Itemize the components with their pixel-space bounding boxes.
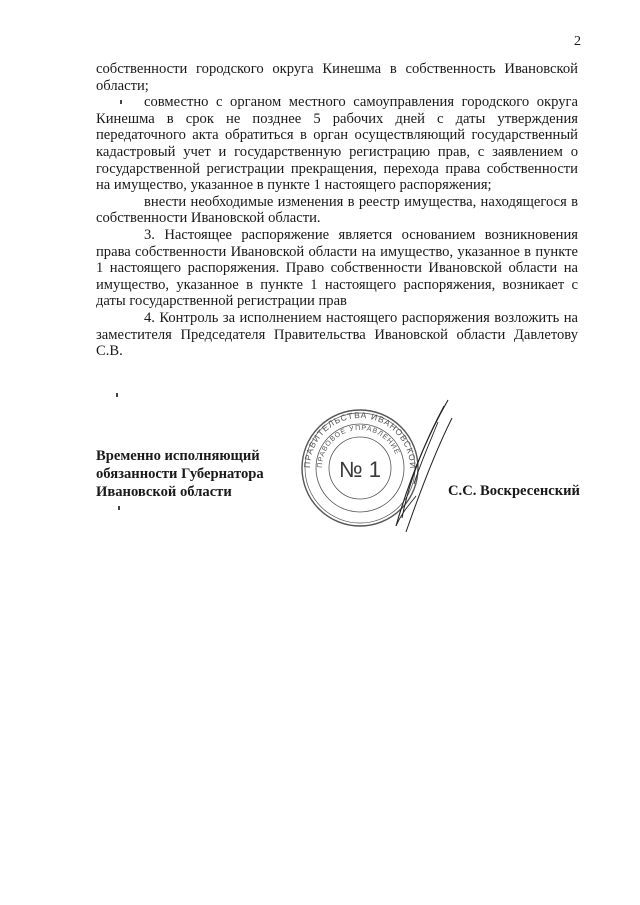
paragraph-item-3: 3. Настоящее распоряжение является основанием возникновения права собственности Ивановской области на имущество, указанное в пункте 1 настоящего распоряжения. Право собственности Ивановской области на имущество, указанное в пункте 1 настоящего распоряжения, возникает с даты государственной регистрации прав	[96, 226, 578, 310]
signatory-title-line: обязанности Губернатора	[96, 466, 264, 482]
seal-number: № 1	[339, 457, 381, 482]
paragraph-subitem-registry: внести необходимые изменения в реестр имущества, находящегося в собственности Ивановской области.	[96, 193, 578, 227]
signatory-title-line: Временно исполняющий	[96, 448, 260, 464]
document-body	[96, 61, 578, 360]
seal-inner-text: ПРАВОВОЕ УПРАВЛЕНИЕ	[316, 424, 401, 469]
paragraph-subitem-registration: совместно с органом местного самоуправления городского округа Кинешма в срок не позднее 5 рабочих дней с даты утверждения передаточного акта обратиться в орган осуществляющий государственный кадастровый учет и государственную регистрацию прав, с заявлением о государственной регистрации прекращения, перехода права собственности на имущество, указанное в пункте 1 настоящего распоряжения;	[96, 94, 578, 194]
paragraph-continuation: собственности городского округа Кинешма в собственность Ивановской области;	[96, 61, 578, 94]
page-number: 2	[574, 34, 581, 49]
signatory-title	[96, 447, 264, 501]
seal-outer-text: ПРАВИТЕЛЬСТВА ИВАНОВСКОЙ	[301, 409, 419, 470]
scan-speck	[116, 393, 118, 397]
scan-speck	[118, 506, 120, 510]
signatory-name: С.С. Воскресенский	[448, 483, 580, 499]
handwritten-signature	[380, 392, 460, 542]
scan-speck	[120, 100, 122, 104]
paragraph-item-4: 4. Контроль за исполнением настоящего распоряжения возложить на заместителя Председателя Правительства Ивановской области Давлетову С.В.	[96, 309, 578, 360]
signatory-title-line: Ивановской области	[96, 484, 232, 500]
